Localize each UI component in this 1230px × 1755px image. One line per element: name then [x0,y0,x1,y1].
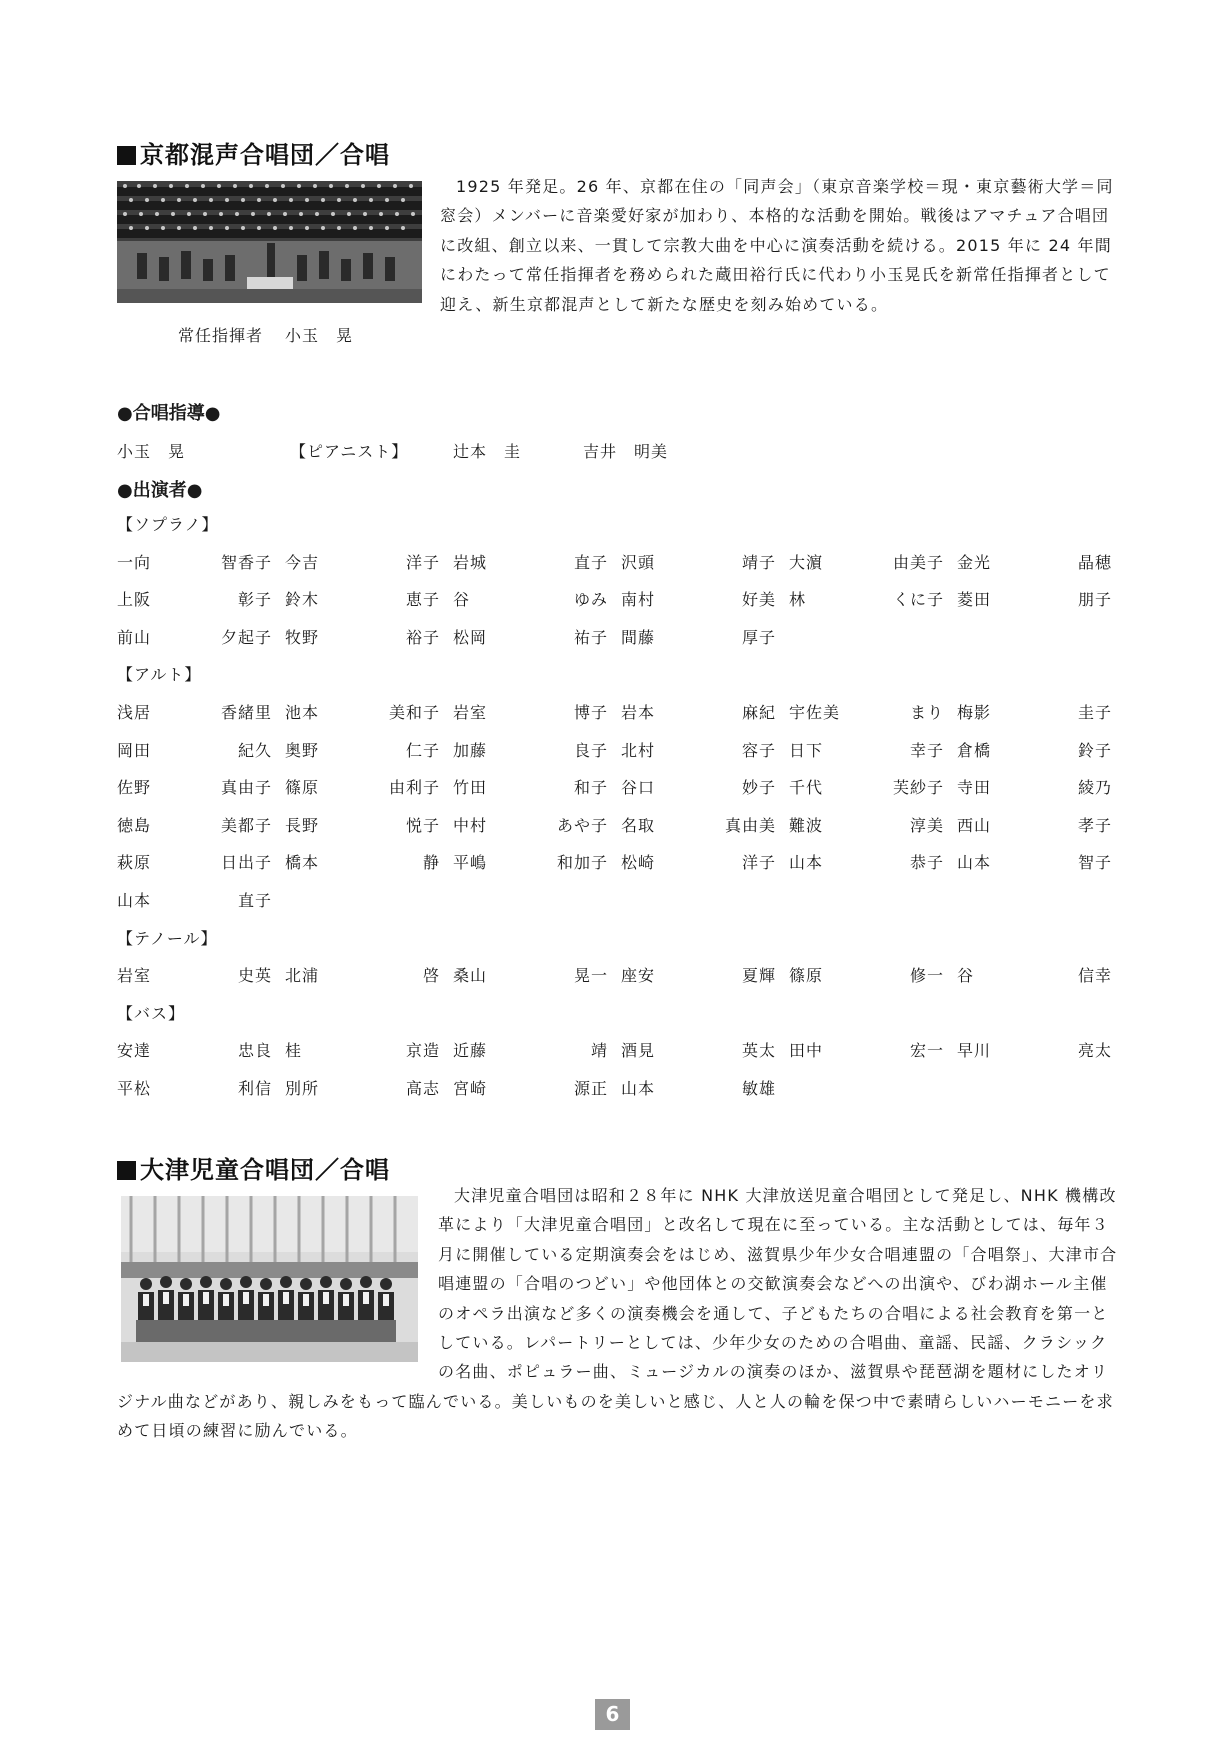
pianist-label: 【ピアニスト】 [290,442,409,461]
performer-surname: 北村 [621,740,656,760]
performer-name [285,1076,440,1098]
performer-given-name: 好美 [741,590,776,610]
performer-name [957,1038,1112,1060]
performer-name [621,550,776,572]
performer-name [117,587,272,609]
performer-surname: 牧野 [285,627,320,647]
performer-surname: 千代 [789,778,824,798]
performer-given-name: 芙紗子 [892,778,944,798]
performer-surname: 北浦 [285,966,320,986]
performer-name [789,550,944,572]
caption-name: 小玉 晃 [285,326,354,345]
performer-given-name: 史英 [237,966,272,986]
performer-given-name: 朋子 [1077,590,1112,610]
performer-given-name: 英太 [741,1041,776,1061]
performer-surname: 沢頭 [621,552,656,572]
performer-given-name: 晃一 [573,966,608,986]
performer-given-name: 博子 [573,703,608,722]
performer-given-name: 幸子 [909,740,944,760]
performer-name [621,850,776,872]
performer-surname: 安達 [117,1041,152,1061]
performer-name [621,813,776,835]
performer-given-name: 靖子 [741,552,776,572]
voice-part-label: 【ソプラノ】 [117,515,219,534]
performer-surname: 今吉 [285,552,320,572]
performer-given-name: 和子 [573,778,608,798]
performer-given-name: 真由子 [220,778,272,798]
performer-given-name: 敏雄 [741,1079,776,1098]
performer-given-name: 妙子 [741,778,776,798]
page-number: 6 [595,1699,630,1730]
performer-name [789,813,944,835]
square-bullet-icon [117,1161,136,1180]
guidance-heading: ●合唱指導● [117,403,221,424]
performer-given-name: 晶穂 [1077,552,1112,572]
performer-given-name: 夏輝 [741,966,776,986]
performer-name [621,963,776,985]
performer-given-name: 静 [422,853,440,873]
performer-given-name: まり [909,703,944,722]
performer-name [117,888,272,910]
performer-surname: 座安 [621,966,656,986]
performer-given-name: 直子 [573,552,608,572]
performer-name [621,587,776,609]
performer-name [285,1038,440,1060]
performer-name [117,1076,272,1098]
performer-surname: 中村 [453,815,488,835]
performer-given-name: 圭子 [1077,703,1112,722]
performer-name [957,550,1112,572]
performer-surname: 大濵 [789,552,824,572]
performer-surname: 佐野 [117,778,152,798]
performer-given-name: 美都子 [220,815,272,835]
performer-name [117,775,272,797]
performer-given-name: 洋子 [405,552,440,572]
performer-surname: 山本 [789,853,824,873]
performer-given-name: 淳美 [909,815,944,835]
performer-given-name: 香緒里 [220,703,272,722]
performer-surname: 萩原 [117,853,152,873]
otsu-choir-description: 大津児童合唱団は昭和２８年に NHK 大津放送児童合唱団として発足し、NHK 機構改革により「大津児童合唱団」と改名して現在に至っている。主な活動としては、毎年３月に開催している定期演奏会をはじめ、滋賀県少年少女合唱連盟の「合唱祭」、大津市合唱連盟の「合唱のつどい」や他団体との交歓演奏会などへの出演や、びわ湖ホール主催のオペラ出演など多くの演奏機会を通して、子どもたちの合唱による社会教育を第一としている。レパートリーとしては、少年少女のための合唱曲、童謡、民謡、クラシックの名曲、ポピュラー曲、ミュージカルの演奏のほか、滋賀県や琵琶湖を題材にしたオリジナル曲などがあり、親しみをもって臨んでいる。美しいものを美しいと感じ、人と人の輪を保つ中で素晴らしいハーモニーを求めて日頃の練習に励んでいる。 [117,1186,1118,1441]
performer-surname: 早川 [957,1041,992,1061]
performer-surname: 酒見 [621,1041,656,1061]
performer-surname: 桑山 [453,966,488,986]
performer-name [285,550,440,572]
performer-surname: 林 [789,590,807,610]
performer-name [453,775,608,797]
performer-name [117,738,272,760]
section-title-otsu-children-choir: 大津児童合唱団／合唱 [117,1150,390,1185]
performer-name [621,738,776,760]
performer-name [285,963,440,985]
performer-surname: 竹田 [453,778,488,798]
performer-surname: 田中 [789,1041,824,1061]
performer-surname: 岩室 [453,703,488,722]
performer-name [957,813,1112,835]
performer-surname: 山本 [621,1079,656,1098]
performer-given-name: 利信 [237,1079,272,1098]
performer-given-name: 和加子 [556,853,608,873]
performer-given-name: 亮太 [1077,1041,1112,1061]
performer-surname: 南村 [621,590,656,610]
performer-given-name: 智香子 [220,552,272,572]
performer-name [789,963,944,985]
performer-given-name: ゆみ [573,590,608,610]
performer-given-name: 真由美 [724,815,776,835]
performer-surname: 別所 [285,1079,320,1098]
performer-surname: 篠原 [789,966,824,986]
performer-surname: 岡田 [117,740,152,760]
performer-name [285,587,440,609]
performer-name [117,850,272,872]
performer-name [957,738,1112,760]
performer-given-name: 由利子 [388,778,440,798]
performer-given-name: 紀久 [237,740,272,760]
performer-name [453,963,608,985]
performer-given-name: 忠良 [237,1041,272,1061]
kyoto-choir-photo [117,181,422,303]
performer-name [789,738,944,760]
voice-part-label: 【バス】 [117,1003,186,1023]
performer-given-name: 日出子 [220,853,272,873]
performer-given-name: 麻紀 [741,703,776,722]
performer-name [453,587,608,609]
performer-name [285,813,440,835]
performer-given-name: 啓 [422,966,440,986]
performer-name [789,850,944,872]
performer-name [285,775,440,797]
performer-surname: 近藤 [453,1041,488,1061]
performer-name [789,587,944,609]
performer-surname: 寺田 [957,778,992,798]
performer-surname: 池本 [285,703,320,722]
performer-given-name: 夕起子 [220,627,272,647]
performer-name [957,700,1112,722]
performer-name [285,700,440,722]
performer-given-name: 靖 [590,1041,608,1061]
performer-surname: 奥野 [285,740,320,760]
performer-name [285,738,440,760]
performer-given-name: 恵子 [405,590,440,610]
performer-given-name: 恭子 [909,853,944,873]
photo-caption [178,323,353,346]
performer-surname: 岩本 [621,703,656,722]
performer-name [453,850,608,872]
performer-name [453,625,608,647]
performer-surname: 山本 [117,891,152,910]
performer-name [453,1076,608,1098]
performer-name [453,700,608,722]
performer-surname: 梅影 [957,703,992,722]
performer-name [285,850,440,872]
performer-surname: 名取 [621,815,656,835]
performer-surname: 松崎 [621,853,656,873]
performer-given-name: 厚子 [741,627,776,647]
performer-surname: 一向 [117,552,152,572]
performer-surname: 宮崎 [453,1079,488,1098]
performer-surname: 長野 [285,815,320,835]
performer-surname: 山本 [957,853,992,873]
voice-part-label: 【アルト】 [117,665,202,685]
performer-given-name: 由美子 [892,552,944,572]
performer-name [789,1038,944,1060]
performer-surname: 加藤 [453,740,488,760]
performer-given-name: 鈴子 [1077,740,1112,760]
performer-given-name: 京造 [405,1041,440,1061]
performer-given-name: 信幸 [1077,966,1112,986]
performer-surname: 金光 [957,552,992,572]
performer-surname: 平松 [117,1079,152,1098]
performer-name [453,1038,608,1060]
performer-surname: 宇佐美 [789,703,841,722]
performer-name [957,775,1112,797]
performer-name [453,813,608,835]
performer-surname: 橋本 [285,853,320,873]
performer-name [957,850,1112,872]
performer-surname: 上阪 [117,590,152,610]
section-title-kyoto-mixed-choir: 京都混声合唱団／合唱 [117,135,390,170]
performer-name [621,1076,776,1098]
performer-given-name: 容子 [741,740,776,760]
performer-surname: 日下 [789,740,824,760]
performer-given-name: 美和子 [388,703,440,722]
performer-surname: 谷 [957,966,975,986]
performer-surname: 浅居 [117,703,152,722]
performer-given-name: あや子 [556,815,608,835]
performer-given-name: 智子 [1077,853,1112,873]
performer-surname: 倉橋 [957,740,992,760]
voice-part-label: 【テノール】 [117,928,218,948]
performer-name [621,625,776,647]
performer-name [621,775,776,797]
performer-given-name: 孝子 [1077,815,1112,835]
performers-heading: ●出演者● [117,480,203,501]
performer-name [117,963,272,985]
performer-given-name: 綾乃 [1077,778,1112,798]
performer-surname: 松岡 [453,627,488,647]
performer-name [453,738,608,760]
performer-given-name: 直子 [237,891,272,910]
performer-given-name: 高志 [405,1079,440,1098]
performer-name [117,813,272,835]
performer-surname: 篠原 [285,778,320,798]
performer-surname: 前山 [117,627,152,647]
performer-name [453,550,608,572]
director-name: 小玉 晃 [117,442,186,461]
pianist-name: 吉井 明美 [583,442,669,461]
performer-given-name: 仁子 [405,740,440,760]
kyoto-choir-description: 1925 年発足。26 年、京都在住の「同声会」（東京音楽学校＝現・東京藝術大学＝同窓会）メンバーに音楽愛好家が加わり、本格的な活動を開始。戦後はアマチュア合唱団に改組、創立以来、一貫して宗教大曲を中心に演奏活動を続ける。2015 年に 24 年間にわたって常任指揮者を務められた蔵田裕行氏に代わり小玉晃氏を新常任指揮者として迎え、新生京都混声として新たな歴史を刻み始めている。 [440,177,1114,314]
performer-name [621,1038,776,1060]
performer-given-name: 源正 [573,1079,608,1098]
performer-name [957,587,1112,609]
performer-name [789,775,944,797]
performer-name [789,700,944,722]
performer-name [621,700,776,722]
performer-name [117,1038,272,1060]
performer-given-name: 彰子 [237,590,272,610]
performer-given-name: 悦子 [405,815,440,835]
performer-name [285,625,440,647]
performer-given-name: 宏一 [909,1041,944,1061]
pianist-name: 辻本 圭 [453,442,522,461]
performer-given-name: 良子 [573,740,608,760]
performer-given-name: 祐子 [573,627,608,647]
performer-surname: 平嶋 [453,853,488,873]
performer-surname: 谷口 [621,778,656,798]
performer-name [117,625,272,647]
performer-surname: 菱田 [957,590,992,610]
performer-surname: 谷 [453,590,471,610]
performer-surname: 西山 [957,815,992,835]
performer-surname: 難波 [789,815,824,835]
performer-surname: 桂 [285,1041,303,1061]
performer-surname: 徳島 [117,815,152,835]
performer-surname: 鈴木 [285,590,320,610]
caption-role: 常任指揮者 [178,326,264,345]
performer-given-name: くに子 [892,590,944,610]
performer-given-name: 洋子 [741,853,776,873]
performer-surname: 間藤 [621,627,656,647]
performer-surname: 岩城 [453,552,488,572]
performer-given-name: 裕子 [405,627,440,647]
performer-name [117,700,272,722]
square-bullet-icon [117,146,136,165]
performer-given-name: 修一 [909,966,944,986]
performer-surname: 岩室 [117,966,152,986]
performer-name [117,550,272,572]
performer-name [957,963,1112,985]
